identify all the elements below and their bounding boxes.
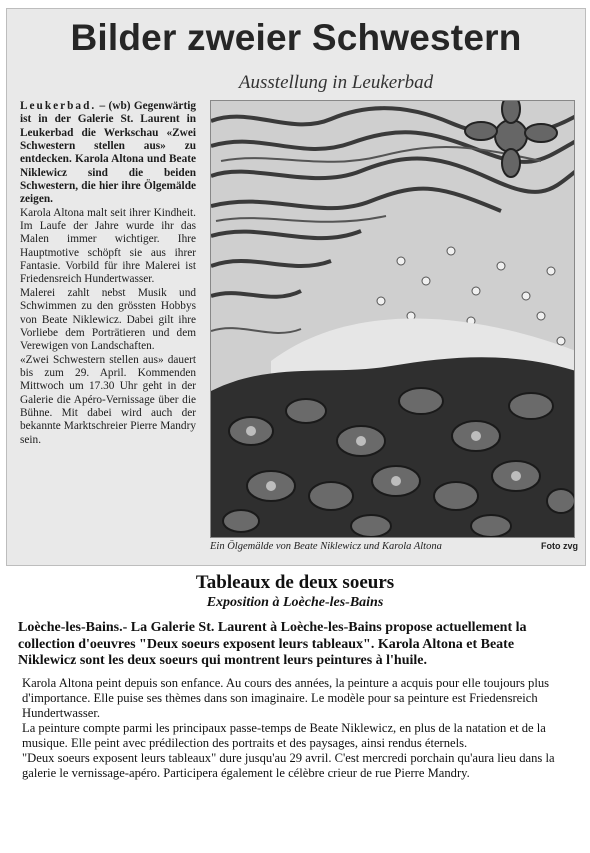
photo-caption [210,541,578,552]
lead-place: Leukerbad. [20,100,97,112]
lead-author: – (wb) [99,100,131,112]
translation-lead: Loèche-les-Bains.- La Galerie St. Laurent à Loèche-les-Bains propose actuellement la collection d'oeuvres "Deux soeurs exposent leurs tableaux". Karola Altona et Beate Niklewicz sont les deux soeurs qui montrent leurs peintures à l'huile. [18,620,527,668]
article-column [20,100,196,447]
newspaper-clipping [6,8,586,566]
article-paragraph-2: Malerei zahlt nebst Musik und Schwimmen zu den grössten Hobbys von Beate Niklewicz. Dabei gilt ihre Vorliebe dem Porträtieren und dem Verewigen von Landschaften. [20,286,196,353]
lead-text: Gegenwärtig ist in der Galerie St. Laurent in Leukerbad die Werkschau «Zwei Schwestern stellen aus» zu entdecken. Karola Altona und Beate Niklewicz sind die beiden Schwestern, die hier ihre Ölgemälde zeigen. [20,100,196,206]
caption-text: Ein Ölgemälde von Beate Niklewicz und Karola Altona [210,541,442,552]
translation-subtitle: Exposition à Loèche-les-Bains [206,595,384,610]
subheadline: Ausstellung in Leukerbad [238,72,434,93]
translation-paragraph-1: Karola Altona peint depuis son enfance. Au cours des années, la peinture a acquis pour elle toujours plus d'importance. Elle puise ses thèmes dans son imaginaire. Le modèle pour sa peinture est Friedensreich Hundertwasser. [22,675,550,720]
translation-paragraph-2: La peinture compte parmi les principaux passe-temps de Beate Niklewicz, en plus de la natation et de la musique. Elle peint avec prédilection des portraits et des paysages, ainsi rendus éternels. [22,720,546,750]
headline: Bilder zweier Schwestern [70,17,522,58]
article-paragraph-3: «Zwei Schwestern stellen aus» dauert bis zum 29. April. Kommenden Mittwoch um 17.30 Uhr geht in der Galerie die Apéro-Vernissage über die Bühne. Mit dabei wird auch der bekannte Marktschreier Pierre Mandry sein. [20,353,196,446]
translation-title: Tableaux de deux soeurs [195,572,395,593]
painting-illustration [211,101,575,538]
photo-credit: Foto zvg [541,541,578,551]
article-paragraph-1: Karola Altona malt seit ihrer Kindheit. Im Laufe der Jahre wurde ihr das Malen immer wichtiger. Ihre Hauptmotive schöpft sie aus ihrer Fantasie. Vorbild für ihre Malerei ist Friedensreich Hundertwasser. [20,206,196,286]
painting-photo [210,100,575,538]
article-lead [20,100,196,207]
french-translation [0,570,590,781]
translation-paragraph-3: "Deux soeurs exposent leurs tableaux" dure jusqu'au 29 avril. C'est mercredi porchain qu'aura lieu dans la galerie le vernissage-apéro. Participera également le célèbre crieur de rue Pierre Mandry. [22,750,555,781]
translation-body [22,676,562,782]
